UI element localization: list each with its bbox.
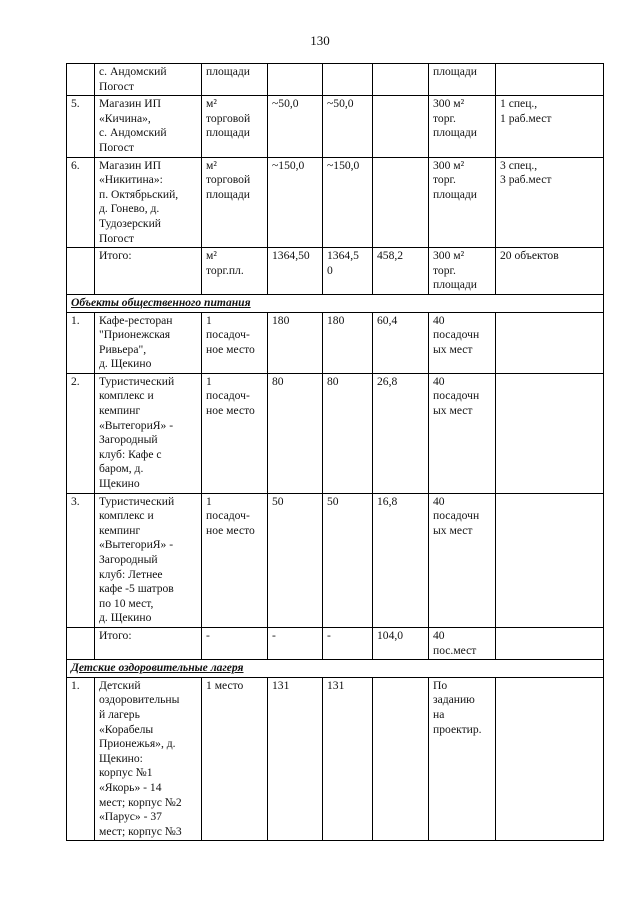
staff-cell — [496, 64, 604, 96]
capacity-planned-cell: 80 — [323, 373, 373, 493]
number-cell — [67, 64, 95, 96]
staff-cell — [496, 677, 604, 841]
number-cell: 5. — [67, 96, 95, 157]
norm-cell: 300 м² торг. площади — [429, 96, 496, 157]
number-cell: 2. — [67, 373, 95, 493]
norm-cell: площади — [429, 64, 496, 96]
unit-cell: 1 посадоч- ное место — [202, 373, 268, 493]
object-name-cell: Магазин ИП «Никитина»: п. Октябрьский, д. Гонево, д. Тудозерский Погост — [95, 157, 202, 248]
norm-cell: 300 м² торг. площади — [429, 157, 496, 248]
area-cell — [373, 157, 429, 248]
capacity-existing-cell: 131 — [268, 677, 323, 841]
staff-cell: 3 спец., 3 раб.мест — [496, 157, 604, 248]
capacity-existing-cell: 180 — [268, 312, 323, 373]
norm-cell: 40 посадочн ых мест — [429, 493, 496, 627]
table-row — [67, 157, 604, 248]
norm-cell: 300 м² торг. площади — [429, 248, 496, 295]
capacity-existing-cell: 80 — [268, 373, 323, 493]
unit-cell: м² торговой площади — [202, 157, 268, 248]
table-row — [67, 493, 604, 627]
capacity-planned-cell: ~150,0 — [323, 157, 373, 248]
norm-cell: 40 посадочн ых мест — [429, 312, 496, 373]
table-row — [67, 312, 604, 373]
unit-cell: 1 посадоч- ное место — [202, 312, 268, 373]
object-name-cell: Магазин ИП «Кичина», с. Андомский Погост — [95, 96, 202, 157]
number-cell: 1. — [67, 312, 95, 373]
object-name-cell: Итого: — [95, 248, 202, 295]
unit-cell: м² торговой площади — [202, 96, 268, 157]
object-name-cell: Детский оздоровительны й лагерь «Корабелы Прионежья», д. Щекино: корпус №1 «Якорь» - 14 мест; корпус №2 «Парус» - 37 мест; корпус №3 — [95, 677, 202, 841]
object-name-cell: Кафе-ресторан "Прионежская Ривьера", д. Щекино — [95, 312, 202, 373]
object-name-cell: Туристический комплекс и кемпинг «ВытегориЯ» - Загородный клуб: Кафе с баром, д. Щекино — [95, 373, 202, 493]
area-cell: 26,8 — [373, 373, 429, 493]
capacity-planned-cell: ~50,0 — [323, 96, 373, 157]
norm-cell: По заданию на проектир. — [429, 677, 496, 841]
capacity-existing-cell: - — [268, 627, 323, 659]
area-cell: 60,4 — [373, 312, 429, 373]
norm-cell: 40 пос.мест — [429, 627, 496, 659]
staff-cell — [496, 627, 604, 659]
capacity-planned-cell — [323, 64, 373, 96]
objects-table — [66, 63, 604, 841]
section-heading: Детские оздоровительные лагеря — [67, 660, 604, 678]
staff-cell — [496, 312, 604, 373]
table-row — [67, 64, 604, 96]
area-cell: 104,0 — [373, 627, 429, 659]
number-cell — [67, 248, 95, 295]
capacity-existing-cell: 50 — [268, 493, 323, 627]
unit-cell: 1 место — [202, 677, 268, 841]
section-heading: Объекты общественного питания — [67, 294, 604, 312]
area-cell — [373, 96, 429, 157]
area-cell: 458,2 — [373, 248, 429, 295]
section-row — [67, 660, 604, 678]
number-cell: 3. — [67, 493, 95, 627]
table-row — [67, 677, 604, 841]
capacity-planned-cell: 1364,5 0 — [323, 248, 373, 295]
norm-cell: 40 посадочн ых мест — [429, 373, 496, 493]
unit-cell: площади — [202, 64, 268, 96]
unit-cell: 1 посадоч- ное место — [202, 493, 268, 627]
section-row — [67, 294, 604, 312]
object-name-cell: с. Андомский Погост — [95, 64, 202, 96]
unit-cell: м² торг.пл. — [202, 248, 268, 295]
staff-cell: 20 объектов — [496, 248, 604, 295]
staff-cell — [496, 373, 604, 493]
staff-cell — [496, 493, 604, 627]
area-cell — [373, 64, 429, 96]
object-name-cell: Итого: — [95, 627, 202, 659]
capacity-existing-cell: ~50,0 — [268, 96, 323, 157]
number-cell: 6. — [67, 157, 95, 248]
number-cell — [67, 627, 95, 659]
capacity-existing-cell: 1364,50 — [268, 248, 323, 295]
object-name-cell: Туристический комплекс и кемпинг «ВытегориЯ» - Загородный клуб: Летнее кафе -5 шатров по 10 мест, д. Щекино — [95, 493, 202, 627]
capacity-planned-cell: - — [323, 627, 373, 659]
table-row — [67, 373, 604, 493]
capacity-planned-cell: 50 — [323, 493, 373, 627]
capacity-planned-cell: 131 — [323, 677, 373, 841]
table-row — [67, 627, 604, 659]
capacity-existing-cell — [268, 64, 323, 96]
area-cell — [373, 677, 429, 841]
table-row — [67, 96, 604, 157]
staff-cell: 1 спец., 1 раб.мест — [496, 96, 604, 157]
page-number: 130 — [310, 33, 330, 48]
area-cell: 16,8 — [373, 493, 429, 627]
table-row — [67, 248, 604, 295]
capacity-existing-cell: ~150,0 — [268, 157, 323, 248]
capacity-planned-cell: 180 — [323, 312, 373, 373]
number-cell: 1. — [67, 677, 95, 841]
unit-cell: - — [202, 627, 268, 659]
